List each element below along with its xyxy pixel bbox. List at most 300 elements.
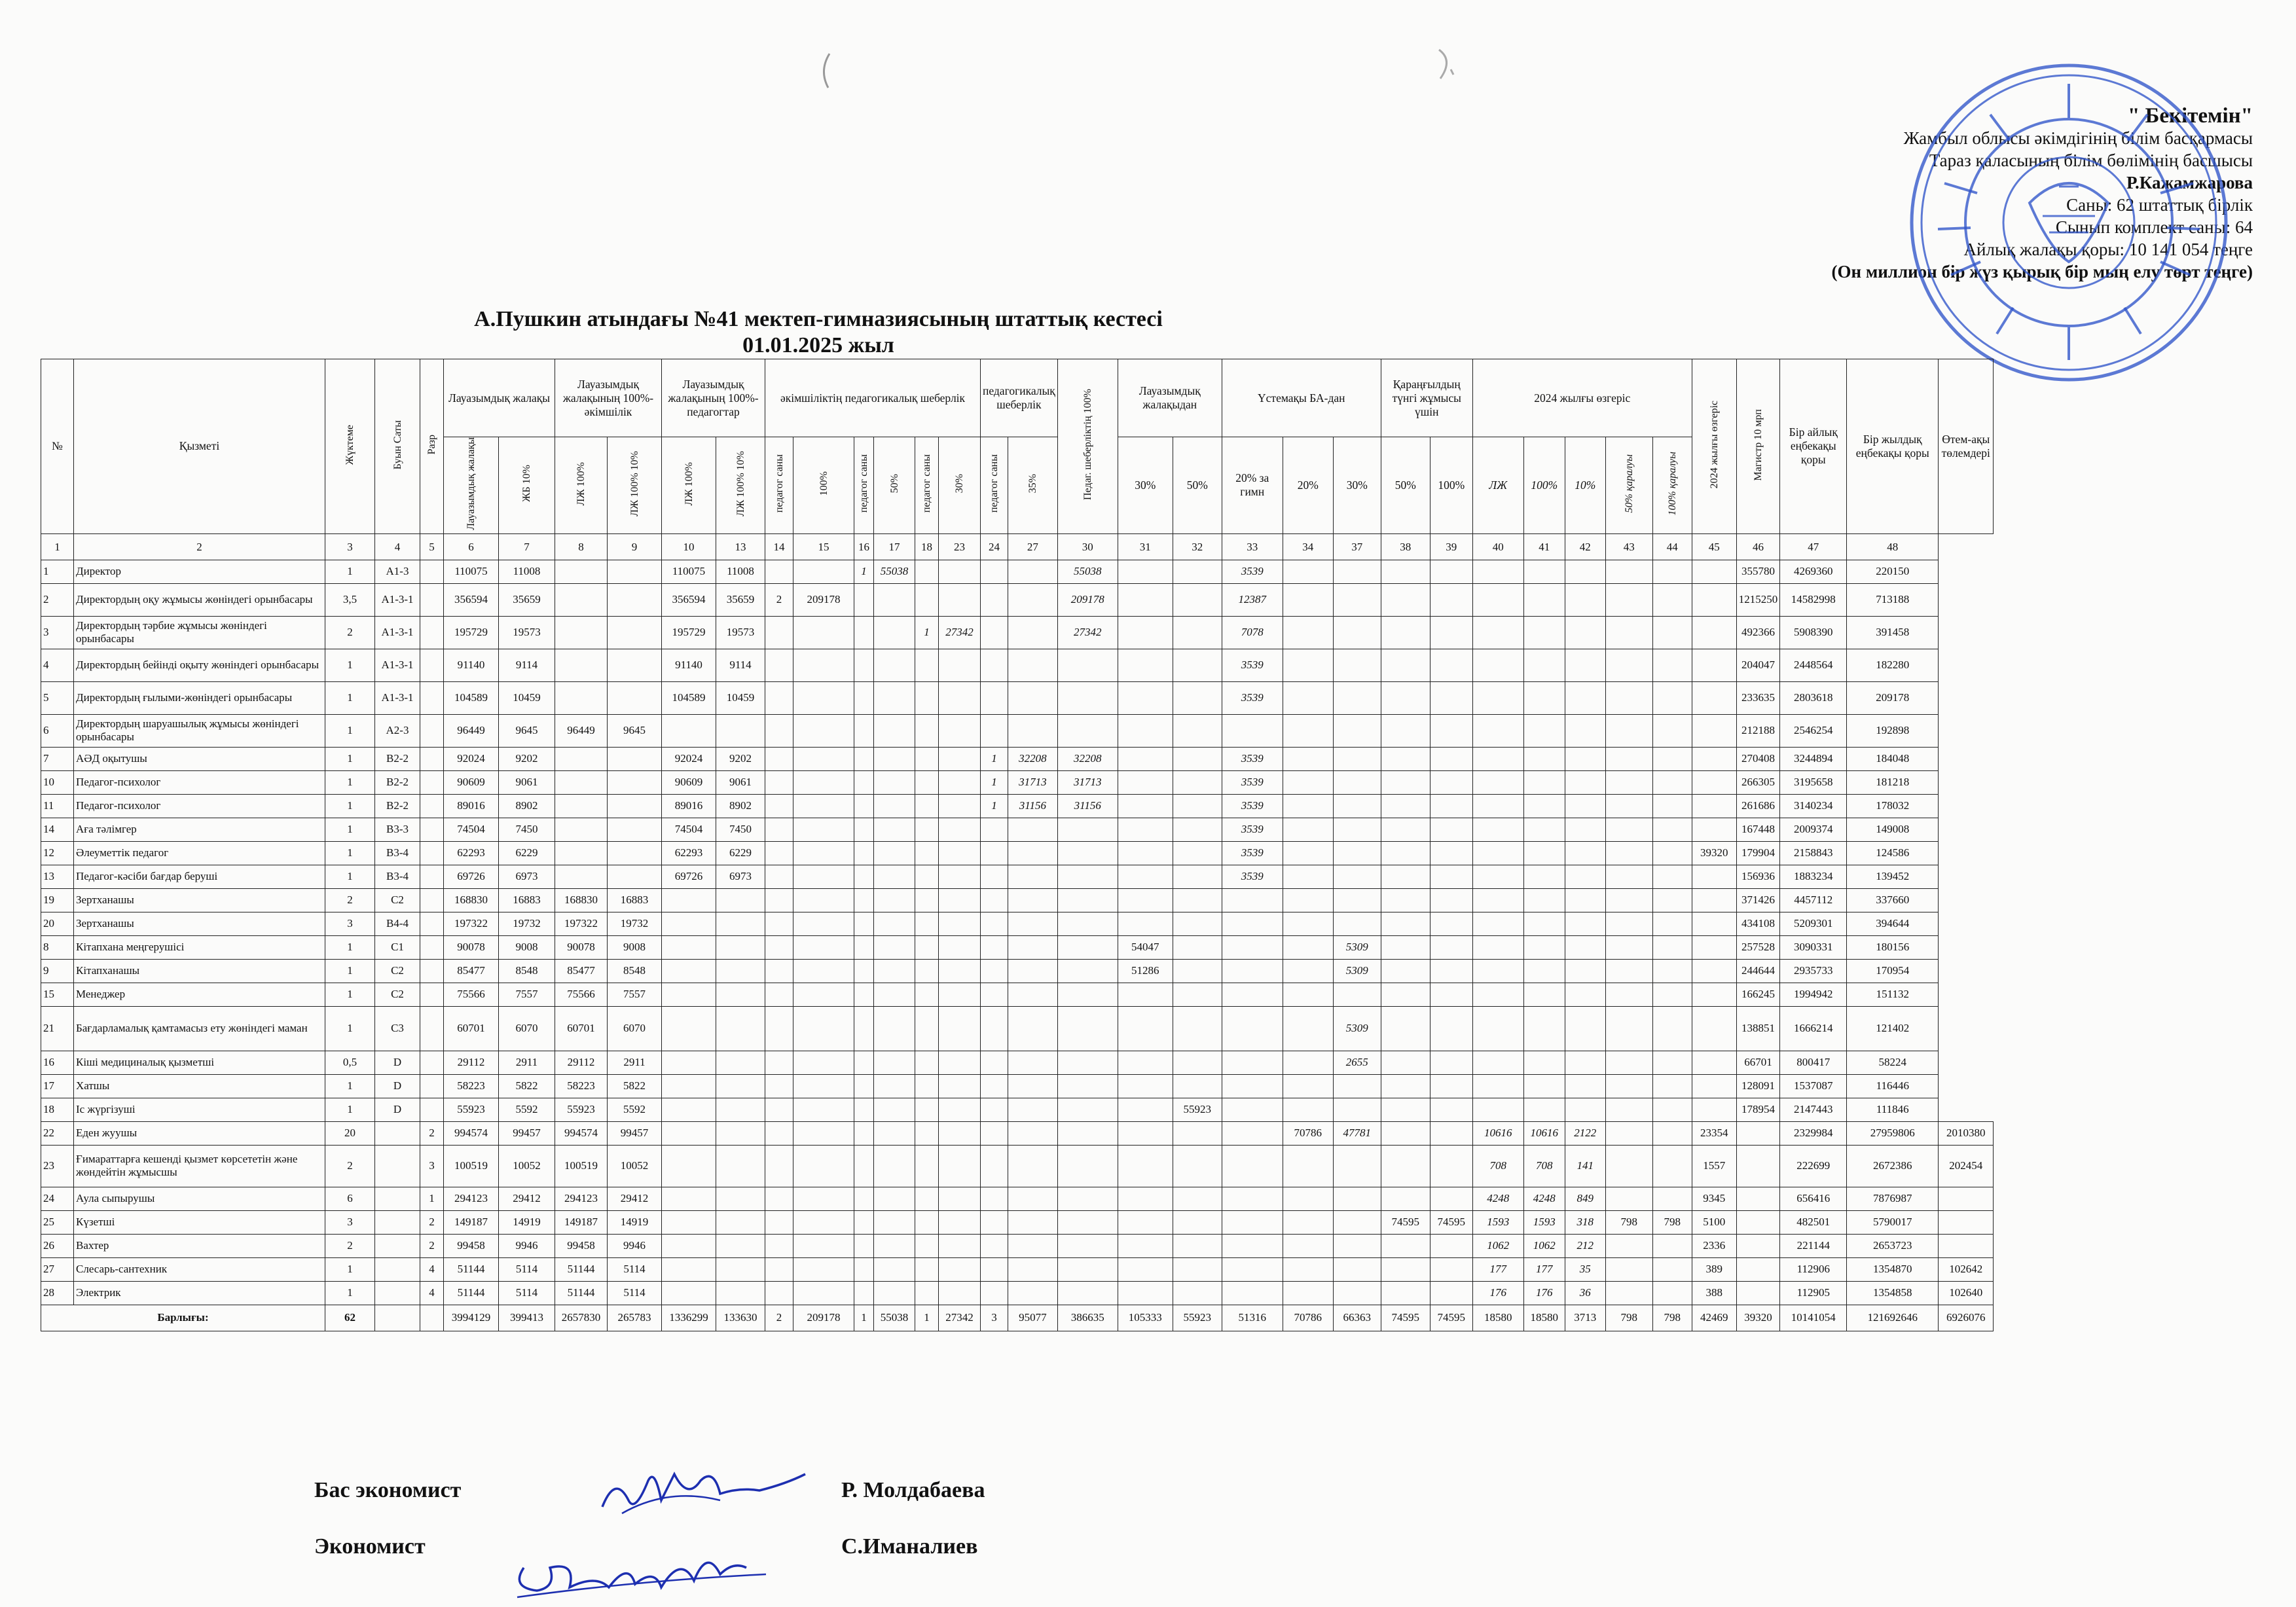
table-cell — [1430, 1051, 1472, 1074]
table-cell — [1565, 583, 1605, 616]
table-cell — [1605, 935, 1652, 959]
table-cell: 2 — [325, 616, 375, 649]
table-cell — [1652, 794, 1692, 818]
table-row — [41, 1051, 1994, 1074]
table-cell — [1523, 583, 1565, 616]
table-cell — [1057, 1121, 1118, 1145]
table-cell: 221144 — [1780, 1234, 1847, 1257]
table-cell: 170954 — [1847, 959, 1939, 983]
table-row — [41, 983, 1994, 1006]
table-cell: 1593 — [1472, 1210, 1523, 1234]
table-cell — [1057, 983, 1118, 1006]
table-cell — [1222, 983, 1283, 1006]
total-cell: 3 — [981, 1305, 1008, 1331]
table-cell — [981, 560, 1008, 583]
column-number: 47 — [1780, 533, 1847, 560]
table-cell: 1 — [854, 560, 874, 583]
table-cell: 179904 — [1736, 841, 1780, 865]
table-cell — [939, 983, 981, 1006]
column-number: 5 — [420, 533, 444, 560]
table-cell — [1523, 747, 1565, 770]
table-cell: 62293 — [662, 841, 716, 865]
table-cell — [1008, 912, 1058, 935]
table-cell: 1 — [325, 649, 375, 681]
table-cell — [1605, 959, 1652, 983]
table-cell — [555, 681, 608, 714]
table-cell — [1057, 1145, 1118, 1187]
table-cell — [981, 583, 1008, 616]
column-number-row — [41, 533, 1994, 560]
table-cell — [793, 983, 854, 1006]
table-cell — [765, 865, 793, 888]
table-cell: 356594 — [444, 583, 499, 616]
table-cell — [1118, 560, 1173, 583]
table-cell — [1222, 1210, 1283, 1234]
table-cell — [1430, 888, 1472, 912]
table-cell — [915, 770, 939, 794]
table-cell: 99457 — [499, 1121, 555, 1145]
row-number-cell: 13 — [41, 865, 74, 888]
table-cell: 1 — [325, 1098, 375, 1121]
table-cell — [939, 1210, 981, 1234]
table-cell — [874, 583, 915, 616]
table-cell — [939, 747, 981, 770]
table-cell — [555, 865, 608, 888]
table-cell — [1222, 912, 1283, 935]
table-cell — [1565, 681, 1605, 714]
approval-title: " Бекітемін" — [2127, 104, 2253, 128]
table-cell: 29112 — [444, 1051, 499, 1074]
table-cell — [1283, 1006, 1333, 1051]
table-cell — [1692, 1006, 1736, 1051]
subheader-c10: ЛЖ 100% 10% — [716, 437, 765, 534]
table-cell — [1283, 747, 1333, 770]
table-cell: 55923 — [1173, 1098, 1222, 1121]
table-cell — [1008, 681, 1058, 714]
table-cell: 5114 — [608, 1257, 662, 1281]
table-cell: 994574 — [555, 1121, 608, 1145]
table-cell — [854, 1098, 874, 1121]
table-row — [41, 714, 1994, 747]
table-cell: 222699 — [1780, 1145, 1847, 1187]
table-cell — [1605, 681, 1652, 714]
table-cell: 35 — [1565, 1257, 1605, 1281]
table-cell — [1283, 649, 1333, 681]
column-number: 41 — [1523, 533, 1565, 560]
table-cell: 482501 — [1780, 1210, 1847, 1234]
table-cell — [1472, 794, 1523, 818]
table-cell — [915, 888, 939, 912]
table-cell — [981, 888, 1008, 912]
table-cell: 124586 — [1847, 841, 1939, 865]
table-cell — [1283, 888, 1333, 912]
table-cell — [765, 1121, 793, 1145]
total-cell: 55923 — [1173, 1305, 1222, 1331]
table-cell — [1652, 912, 1692, 935]
table-cell — [1652, 1006, 1692, 1051]
table-cell — [1333, 583, 1381, 616]
table-cell: 177 — [1472, 1257, 1523, 1281]
table-cell — [1057, 714, 1118, 747]
table-cell: 167448 — [1736, 818, 1780, 841]
table-cell: 1215250 — [1736, 583, 1780, 616]
table-cell — [662, 935, 716, 959]
table-cell: 2653723 — [1847, 1234, 1939, 1257]
table-cell — [854, 770, 874, 794]
table-cell — [765, 935, 793, 959]
table-row — [41, 912, 1994, 935]
table-cell: 9202 — [716, 747, 765, 770]
official-stamp — [1899, 52, 2239, 393]
table-cell — [939, 714, 981, 747]
table-cell: 434108 — [1736, 912, 1780, 935]
table-cell — [1057, 912, 1118, 935]
table-cell — [1118, 1234, 1173, 1257]
total-cell: 42469 — [1692, 1305, 1736, 1331]
table-cell — [793, 912, 854, 935]
table-cell — [981, 681, 1008, 714]
table-cell — [793, 818, 854, 841]
table-cell — [1118, 583, 1173, 616]
table-cell — [1283, 1210, 1333, 1234]
table-cell — [1652, 818, 1692, 841]
table-cell — [662, 983, 716, 1006]
header-group-admin-mastery: әкімшіліктің педагогикалық шеберлік — [765, 359, 981, 437]
table-cell — [1605, 912, 1652, 935]
table-cell — [1057, 841, 1118, 865]
table-cell: 177 — [1523, 1257, 1565, 1281]
table-cell: 5790017 — [1847, 1210, 1939, 1234]
subheader-c34: 30% — [1333, 437, 1381, 534]
table-cell — [854, 583, 874, 616]
position-cell: Директор — [74, 560, 325, 583]
table-cell — [1523, 865, 1565, 888]
column-number: 8 — [555, 533, 608, 560]
table-cell — [420, 865, 444, 888]
table-cell — [1472, 841, 1523, 865]
table-cell — [662, 1145, 716, 1187]
table-row — [41, 1006, 1994, 1051]
table-cell: 3140234 — [1780, 794, 1847, 818]
table-cell — [1008, 1098, 1058, 1121]
table-cell: 220150 — [1847, 560, 1939, 583]
table-cell — [765, 1210, 793, 1234]
table-cell — [1173, 560, 1222, 583]
table-cell — [915, 714, 939, 747]
table-cell — [1333, 1145, 1381, 1187]
table-cell — [1057, 1210, 1118, 1234]
table-cell: 99458 — [555, 1234, 608, 1257]
table-cell — [1283, 1257, 1333, 1281]
table-cell: 2803618 — [1780, 681, 1847, 714]
table-cell: 3195658 — [1780, 770, 1847, 794]
table-cell — [765, 912, 793, 935]
table-cell: В2-2 — [375, 747, 420, 770]
table-cell: 1 — [325, 794, 375, 818]
row-number-cell: 15 — [41, 983, 74, 1006]
table-cell — [1523, 794, 1565, 818]
table-cell — [1565, 818, 1605, 841]
table-cell — [874, 1281, 915, 1305]
table-cell: 149187 — [555, 1210, 608, 1234]
table-cell — [1173, 681, 1222, 714]
table-cell — [662, 959, 716, 983]
table-cell — [1430, 747, 1472, 770]
table-row — [41, 818, 1994, 841]
table-cell: 244644 — [1736, 959, 1780, 983]
column-number: 40 — [1472, 533, 1523, 560]
table-cell — [981, 1234, 1008, 1257]
table-cell: 270408 — [1736, 747, 1780, 770]
table-cell: 1 — [325, 560, 375, 583]
table-cell — [765, 1187, 793, 1210]
table-cell — [555, 841, 608, 865]
table-cell — [1283, 583, 1333, 616]
table-cell: 5114 — [608, 1281, 662, 1305]
table-cell — [1605, 888, 1652, 912]
table-cell — [981, 1281, 1008, 1305]
table-cell — [1430, 983, 1472, 1006]
table-cell — [1118, 616, 1173, 649]
table-cell: 1 — [325, 865, 375, 888]
table-cell — [1222, 1074, 1283, 1098]
table-cell: 10459 — [716, 681, 765, 714]
table-cell — [1605, 714, 1652, 747]
table-cell — [1523, 959, 1565, 983]
table-cell — [1118, 747, 1173, 770]
table-cell — [765, 888, 793, 912]
table-cell — [1118, 714, 1173, 747]
table-cell — [793, 1187, 854, 1210]
table-cell — [854, 681, 874, 714]
table-cell — [1472, 1006, 1523, 1051]
table-cell — [1692, 616, 1736, 649]
table-cell: 90609 — [444, 770, 499, 794]
table-cell — [1692, 1051, 1736, 1074]
table-cell: 178954 — [1736, 1098, 1780, 1121]
table-cell — [939, 1281, 981, 1305]
table-cell — [1692, 865, 1736, 888]
table-cell — [375, 1187, 420, 1210]
table-cell — [1222, 1121, 1283, 1145]
table-cell — [1472, 649, 1523, 681]
table-cell — [915, 1234, 939, 1257]
table-cell — [1523, 1074, 1565, 1098]
table-cell: 90078 — [555, 935, 608, 959]
table-cell: С3 — [375, 1006, 420, 1051]
row-number-cell: 10 — [41, 770, 74, 794]
table-cell: 337660 — [1847, 888, 1939, 912]
column-number: 34 — [1283, 533, 1333, 560]
table-cell: 29412 — [499, 1187, 555, 1210]
column-number: 30 — [1057, 533, 1118, 560]
header-no: № — [41, 359, 74, 534]
table-cell — [915, 841, 939, 865]
table-cell — [939, 1234, 981, 1257]
column-number: 38 — [1381, 533, 1430, 560]
table-cell: 2158843 — [1780, 841, 1847, 865]
row-number-cell: 23 — [41, 1145, 74, 1187]
table-cell: 10052 — [499, 1145, 555, 1187]
table-cell: 100519 — [555, 1145, 608, 1187]
table-cell — [854, 888, 874, 912]
table-cell — [854, 649, 874, 681]
row-number-cell: 16 — [41, 1051, 74, 1074]
table-row — [41, 649, 1994, 681]
table-cell: 111846 — [1847, 1098, 1939, 1121]
table-cell: 197322 — [555, 912, 608, 935]
table-cell — [1605, 1281, 1652, 1305]
table-cell — [1008, 1121, 1058, 1145]
header-group-mastery: педагогикалық шеберлік — [981, 359, 1058, 437]
staffing-table — [41, 359, 1994, 1331]
table-row — [41, 1074, 1994, 1098]
table-cell — [981, 865, 1008, 888]
table-cell — [1008, 1006, 1058, 1051]
document-title: А.Пушкин атындағы №41 мектеп-гимназиясының штаттық кестесі — [474, 307, 1163, 331]
table-cell — [793, 1098, 854, 1121]
row-number-cell: 12 — [41, 841, 74, 865]
table-cell — [981, 841, 1008, 865]
table-cell — [1173, 1234, 1222, 1257]
table-cell: 209178 — [793, 583, 854, 616]
table-cell — [1652, 1121, 1692, 1145]
table-cell: 798 — [1605, 1210, 1652, 1234]
column-number: 2 — [74, 533, 325, 560]
table-cell: 2122 — [1565, 1121, 1605, 1145]
table-cell — [1652, 983, 1692, 1006]
table-cell — [608, 649, 662, 681]
table-cell — [793, 714, 854, 747]
table-cell: 74595 — [1430, 1210, 1472, 1234]
table-cell: С1 — [375, 935, 420, 959]
table-cell — [939, 1257, 981, 1281]
table-cell: 3539 — [1222, 865, 1283, 888]
table-cell: 20 — [325, 1121, 375, 1145]
table-cell — [915, 959, 939, 983]
table-cell — [1381, 935, 1430, 959]
table-cell: 1 — [325, 681, 375, 714]
table-cell: В3-3 — [375, 818, 420, 841]
total-cell: 74595 — [1381, 1305, 1430, 1331]
table-cell: 9345 — [1692, 1187, 1736, 1210]
table-cell — [1057, 959, 1118, 983]
table-cell — [1008, 583, 1058, 616]
table-cell — [915, 935, 939, 959]
table-cell — [716, 1145, 765, 1187]
table-cell — [1652, 681, 1692, 714]
table-cell — [915, 1121, 939, 1145]
table-cell — [874, 1234, 915, 1257]
table-cell — [1523, 770, 1565, 794]
table-cell — [939, 1121, 981, 1145]
total-cell: 798 — [1652, 1305, 1692, 1331]
table-cell: 10052 — [608, 1145, 662, 1187]
position-cell: Бағдарламалық қамтамасыз ету жөніндегі маман — [74, 1006, 325, 1051]
table-cell — [793, 1051, 854, 1074]
table-cell: 1 — [981, 794, 1008, 818]
table-cell — [874, 1257, 915, 1281]
table-cell: 1 — [325, 1074, 375, 1098]
table-cell — [874, 1051, 915, 1074]
table-cell: 89016 — [444, 794, 499, 818]
table-cell — [1381, 865, 1430, 888]
table-cell: D — [375, 1098, 420, 1121]
table-cell — [874, 747, 915, 770]
table-cell: 14919 — [499, 1210, 555, 1234]
table-cell — [1652, 1098, 1692, 1121]
table-cell — [662, 1257, 716, 1281]
column-number: 43 — [1605, 533, 1652, 560]
position-cell: Әлеуметтік педагог — [74, 841, 325, 865]
table-cell — [981, 1187, 1008, 1210]
table-cell — [1605, 747, 1652, 770]
table-cell — [939, 681, 981, 714]
table-cell — [1605, 616, 1652, 649]
table-cell: 66701 — [1736, 1051, 1780, 1074]
total-cell: 1 — [915, 1305, 939, 1331]
position-cell: Педагог-психолог — [74, 770, 325, 794]
table-cell — [793, 841, 854, 865]
table-cell — [555, 560, 608, 583]
row-number-cell: 24 — [41, 1187, 74, 1210]
table-cell — [1057, 1187, 1118, 1210]
table-cell — [1333, 649, 1381, 681]
subheader-c13: педагог саны — [765, 437, 793, 534]
table-cell: 1593 — [1523, 1210, 1565, 1234]
table-cell — [1283, 983, 1333, 1006]
table-cell: 2 — [325, 888, 375, 912]
table-row — [41, 935, 1994, 959]
position-cell: Аула сыпырушы — [74, 1187, 325, 1210]
row-number-cell: 1 — [41, 560, 74, 583]
table-cell: 8902 — [499, 794, 555, 818]
table-cell: 23354 — [1692, 1121, 1736, 1145]
table-cell: 10459 — [499, 681, 555, 714]
table-cell — [1565, 714, 1605, 747]
table-cell — [1472, 959, 1523, 983]
table-cell — [1173, 583, 1222, 616]
table-row — [41, 1145, 1994, 1187]
table-cell — [555, 770, 608, 794]
table-cell — [420, 649, 444, 681]
table-cell — [1118, 1281, 1173, 1305]
table-cell: 6070 — [608, 1006, 662, 1051]
table-cell — [1692, 583, 1736, 616]
table-cell — [981, 714, 1008, 747]
table-cell — [1472, 912, 1523, 935]
table-cell — [1333, 747, 1381, 770]
table-cell — [1222, 959, 1283, 983]
table-cell: 204047 — [1736, 649, 1780, 681]
table-cell — [1333, 770, 1381, 794]
table-cell: 3539 — [1222, 770, 1283, 794]
row-number-cell: 20 — [41, 912, 74, 935]
table-cell — [1472, 818, 1523, 841]
table-cell — [608, 865, 662, 888]
table-cell — [765, 714, 793, 747]
table-cell: 11008 — [716, 560, 765, 583]
table-cell — [716, 1098, 765, 1121]
table-cell — [793, 935, 854, 959]
table-row — [41, 681, 1994, 714]
table-cell: 9008 — [608, 935, 662, 959]
table-cell: 394644 — [1847, 912, 1939, 935]
table-cell: 2336 — [1692, 1234, 1736, 1257]
table-cell — [1333, 681, 1381, 714]
table-cell — [1118, 1257, 1173, 1281]
column-number: 16 — [854, 533, 874, 560]
